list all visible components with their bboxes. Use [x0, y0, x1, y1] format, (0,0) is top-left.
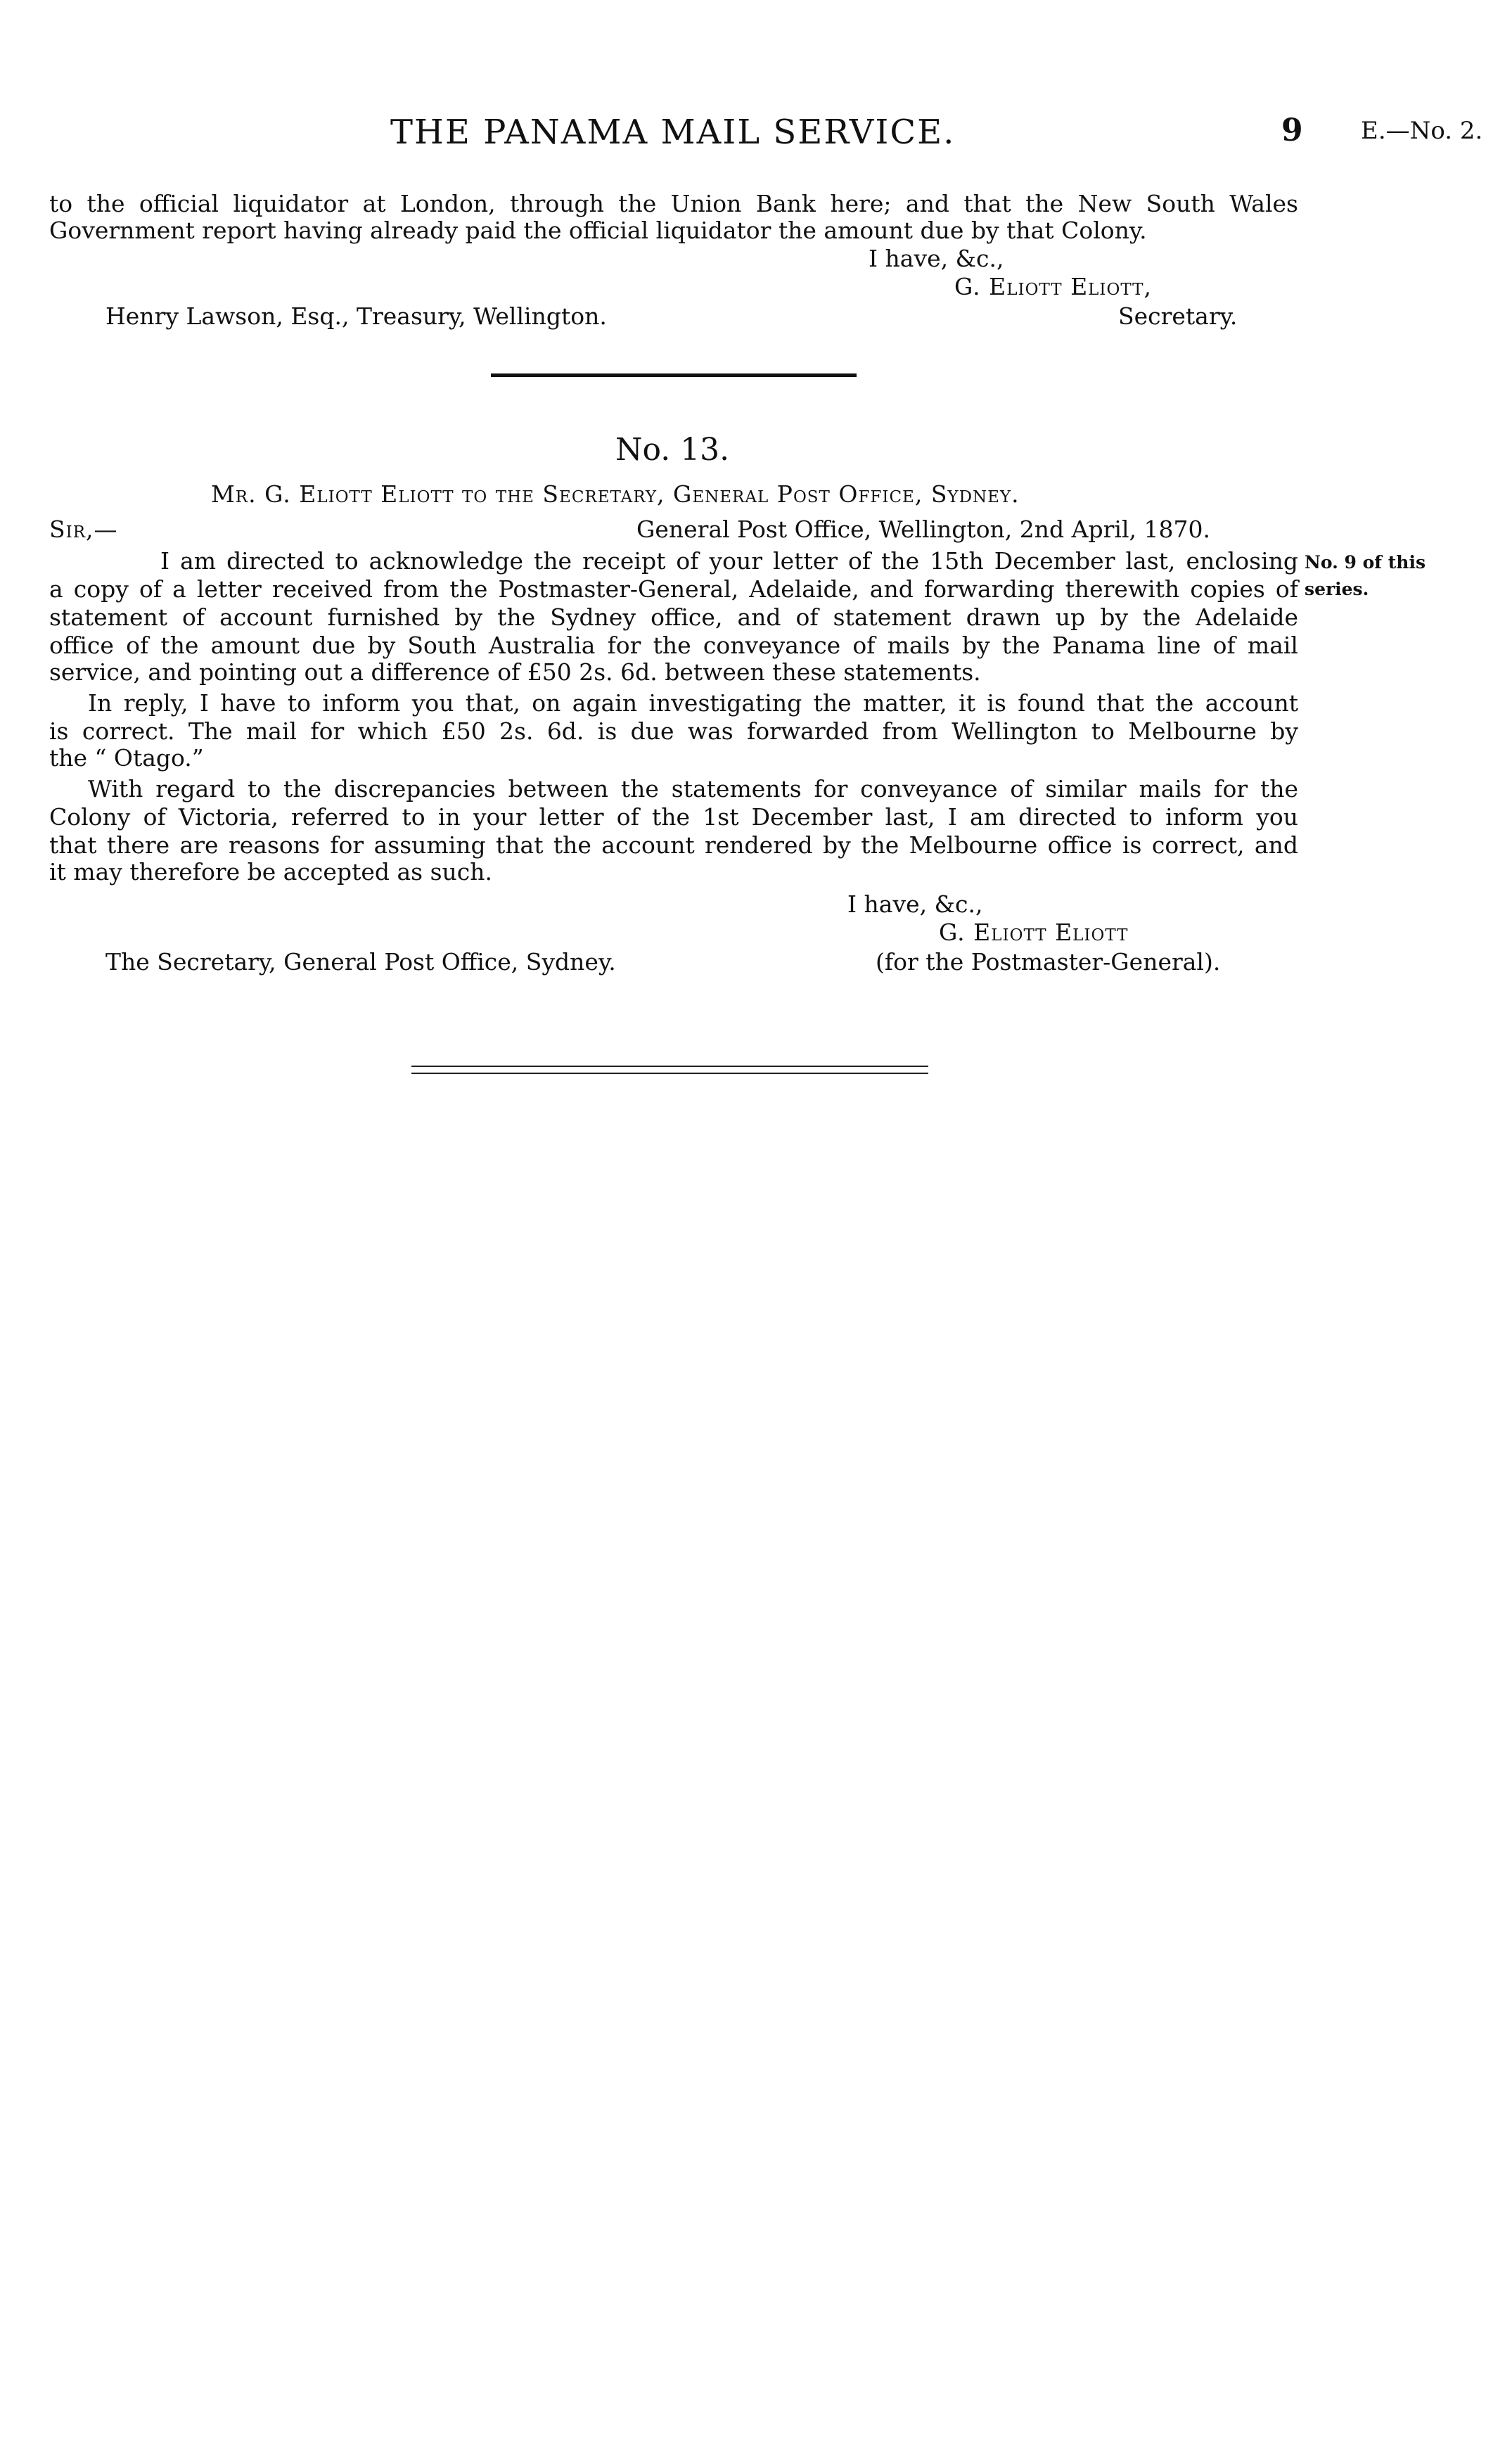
- end-rule-top: [411, 1066, 928, 1067]
- paragraph-3-line-3: that there are reasons for assuming that the account rendered by the Melbourne office is correct, and: [49, 831, 1298, 859]
- letter-salutation: Sir,—: [49, 516, 118, 543]
- paragraph-3-line-4: it may therefore be accepted as such.: [49, 858, 492, 886]
- paragraph-1-line-4: office of the amount due by South Australia for the conveyance of mails by the Panama line of mail: [49, 632, 1298, 659]
- letter-signature-role: (for the Postmaster-General).: [876, 948, 1221, 976]
- paragraph-2-line-3: the “ Otago.”: [49, 744, 204, 772]
- prev-letter-line-2: Government report having already paid the official liquidator the amount due by that Colony.: [49, 217, 1147, 244]
- letter-date-line: General Post Office, Wellington, 2nd April, 1870.: [636, 516, 1210, 543]
- prev-letter-signature: G. Eliott Eliott,: [954, 273, 1152, 300]
- margin-note-line-2: series.: [1305, 579, 1369, 599]
- letter-closing: I have, &c.,: [847, 890, 983, 918]
- letter-number-heading: No. 13.: [615, 432, 730, 468]
- paragraph-2-line-1: In reply, I have to inform you that, on again investigating the matter, it is found that the account: [88, 689, 1298, 717]
- paragraph-1-line-5: service, and pointing out a difference of £50 2s. 6d. between these statements.: [49, 658, 981, 686]
- prev-letter-addressee: Henry Lawson, Esq., Treasury, Wellington.: [105, 302, 607, 330]
- prev-letter-closing: I have, &c.,: [869, 245, 1004, 272]
- section-divider-rule: [491, 373, 857, 377]
- paragraph-3-line-2: Colony of Victoria, referred to in your letter of the 1st December last, I am directed to inform you: [49, 803, 1298, 831]
- series-code: E.—No. 2.: [1361, 117, 1483, 145]
- letter-addressee: The Secretary, General Post Office, Sydney.: [105, 948, 616, 976]
- letter-heading: Mr. G. Eliott Eliott to the Secretary, General Post Office, Sydney.: [211, 480, 1020, 508]
- paragraph-3-line-1: With regard to the discrepancies between the statements for conveyance of similar mails for the: [88, 775, 1298, 803]
- letter-signature: G. Eliott Eliott: [939, 919, 1129, 946]
- paragraph-1-line-3: statement of account furnished by the Sydney office, and of statement drawn up by the Adelaide: [49, 603, 1298, 631]
- margin-note-line-1: No. 9 of this: [1305, 552, 1426, 573]
- paragraph-2-line-2: is correct. The mail for which £50 2s. 6d. is due was forwarded from Wellington to Melbourne by: [49, 717, 1298, 745]
- running-header-title: THE PANAMA MAIL SERVICE.: [390, 113, 956, 152]
- page-number: 9: [1281, 113, 1303, 148]
- paragraph-1-line-1: I am directed to acknowledge the receipt of your letter of the 15th December last, enclosing: [160, 547, 1298, 575]
- prev-letter-line-1: to the official liquidator at London, through the Union Bank here; and that the New South Wales: [49, 190, 1298, 217]
- end-rule-bottom: [411, 1073, 928, 1074]
- paragraph-1-line-2: a copy of a letter received from the Postmaster-General, Adelaide, and forwarding therewith copies of: [49, 575, 1298, 603]
- prev-letter-title: Secretary.: [1118, 302, 1238, 330]
